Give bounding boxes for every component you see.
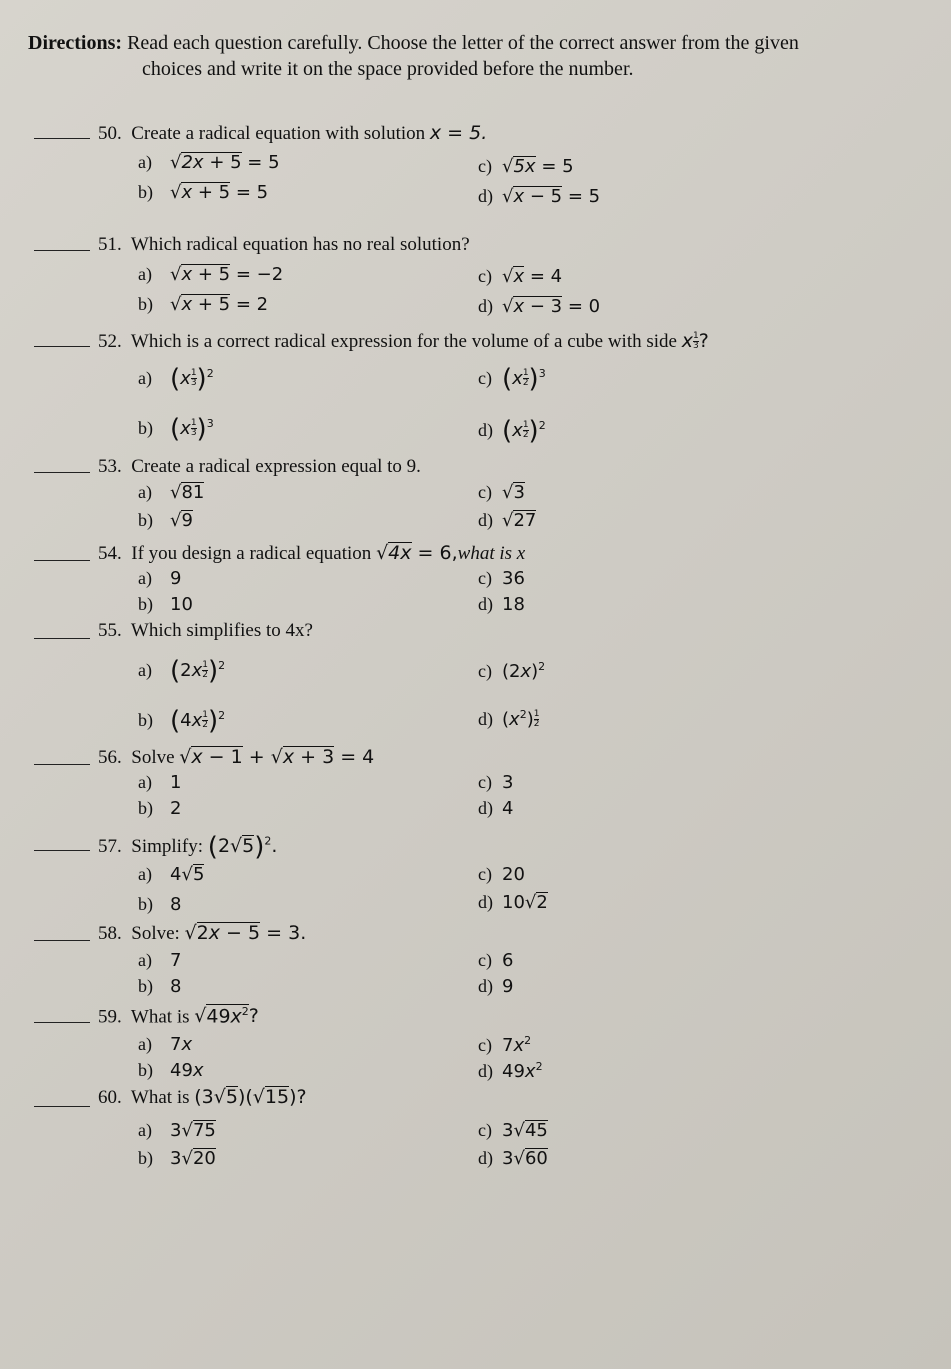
question-stem: 58. Solve: √2x − 5 = 3. — [98, 922, 307, 944]
option-a: a) √81 — [138, 482, 205, 503]
option-d: d) 10√2 — [478, 892, 548, 913]
option-d: d) $(x^2)$ $\frac{1}{2}$ — [478, 708, 540, 730]
question-stem: 59. What is $√49x^2$? — [98, 1005, 259, 1028]
answer-blank[interactable] — [34, 560, 90, 561]
directions-label: Directions: — [28, 32, 123, 54]
option-c: c) $7x^2$ — [478, 1034, 532, 1056]
question-stem: 54. If you design a radical equation √4x = 6,what is x — [98, 542, 526, 564]
option-b: b) √x + 5 = 5 — [138, 182, 269, 203]
option-c: c) √x = 4 — [478, 266, 563, 287]
option-d: d) 4 — [478, 798, 514, 819]
question-stem: 52. Which is a correct radical expression for the volume of a cube with side x $\frac{1}{3}$ ? — [98, 330, 709, 352]
option-c: c) 36 — [478, 568, 525, 589]
option-a: a) 3√75 — [138, 1120, 216, 1141]
option-c: c) 6 — [478, 950, 514, 971]
option-d: d) √27 — [478, 510, 537, 531]
option-d: d) √x − 5 = 5 — [478, 186, 601, 207]
option-b: b) (4x $\frac{1}{2}$ )$^2$ — [138, 706, 226, 736]
option-a: a) √x + 5 = −2 — [138, 264, 284, 285]
question-stem: 50. Create a radical equation with solution x = 5. — [98, 122, 488, 144]
option-d: d) 18 — [478, 594, 525, 615]
option-b: b) 49x — [138, 1060, 204, 1081]
option-c: c) (x $\frac{1}{2}$ )$^3$ — [478, 364, 546, 394]
answer-blank[interactable] — [34, 1106, 90, 1107]
option-d: d) $49x^2$ — [478, 1060, 543, 1082]
answer-blank[interactable] — [34, 346, 90, 347]
option-d: d) √x − 3 = 0 — [478, 296, 601, 317]
answer-blank[interactable] — [34, 638, 90, 639]
option-a: a) 1 — [138, 772, 182, 793]
option-d: d) (x $\frac{1}{2}$ )$^2$ — [478, 416, 546, 446]
option-c: c) √5x = 5 — [478, 156, 574, 177]
directions-line1: Read each question carefully. Choose the letter of the correct answer from the given — [127, 32, 799, 54]
option-b: b) 2 — [138, 798, 182, 819]
option-b: b) 10 — [138, 594, 193, 615]
option-b: b) √x + 5 = 2 — [138, 294, 269, 315]
option-c: c) 20 — [478, 864, 525, 885]
option-a: a) (x $\frac{1}{3}$ )$^2$ — [138, 364, 214, 394]
answer-blank[interactable] — [34, 1022, 90, 1023]
option-a: a) (2x $\frac{1}{2}$ )$^2$ — [138, 656, 226, 686]
option-b: b) (x $\frac{1}{3}$ )$^3$ — [138, 414, 214, 444]
answer-blank[interactable] — [34, 940, 90, 941]
question-stem: 51. Which radical equation has no real solution? — [98, 234, 470, 255]
answer-blank[interactable] — [34, 850, 90, 851]
option-b: b) 8 — [138, 894, 182, 915]
answer-blank[interactable] — [34, 250, 90, 251]
question-stem: 56. Solve √x − 1 + √x + 3 = 4 — [98, 746, 375, 768]
option-c: c) 3 — [478, 772, 514, 793]
directions-line2: choices and write it on the space provided before the number. — [142, 58, 634, 80]
option-c: c) $(2x)^2$ — [478, 660, 546, 682]
question-stem: 53. Create a radical expression equal to 9. — [98, 456, 421, 477]
option-b: b) 3√20 — [138, 1148, 216, 1169]
option-a: a) 4√5 — [138, 864, 205, 885]
question-stem: 57. Simplify: $(2√5)^2$. — [98, 832, 278, 862]
question-stem: 60. What is (3√5)(√15)? — [98, 1086, 307, 1108]
answer-blank[interactable] — [34, 472, 90, 473]
answer-blank[interactable] — [34, 138, 90, 139]
question-stem: 55. Which simplifies to 4x? — [98, 620, 313, 641]
option-c: c) 3√45 — [478, 1120, 548, 1141]
option-a: a) 7x — [138, 1034, 193, 1055]
answer-blank[interactable] — [34, 764, 90, 765]
option-d: d) 9 — [478, 976, 514, 997]
option-c: c) √3 — [478, 482, 525, 503]
option-a: a) 7 — [138, 950, 182, 971]
option-a: a) 9 — [138, 568, 182, 589]
option-a: a) √2x + 5 = 5 — [138, 152, 280, 173]
option-b: b) 8 — [138, 976, 182, 997]
option-b: b) √9 — [138, 510, 193, 531]
directions — [28, 30, 928, 82]
option-d: d) 3√60 — [478, 1148, 548, 1169]
